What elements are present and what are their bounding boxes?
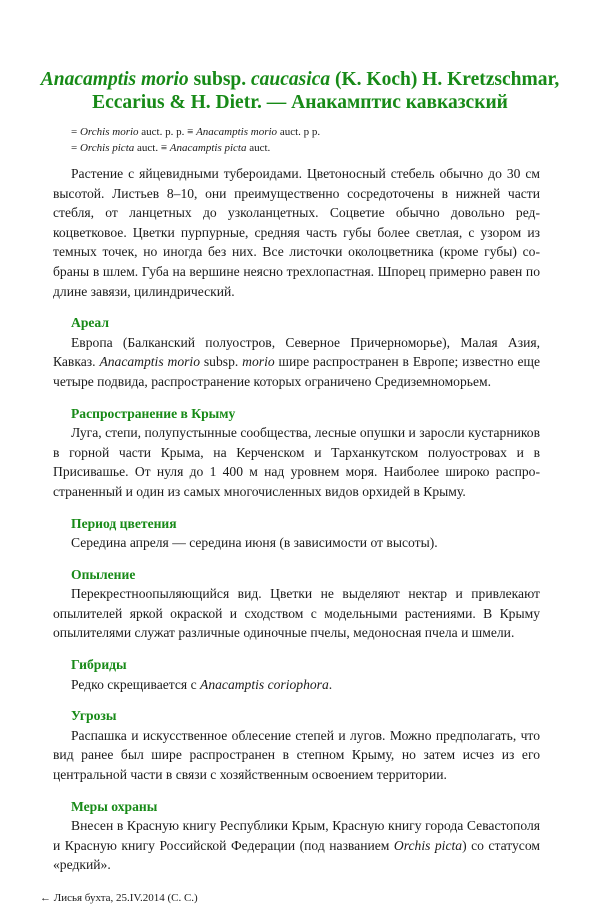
- section-heading: Гибриды: [71, 657, 127, 673]
- text-run: =: [71, 126, 80, 138]
- text-run: auct.: [246, 142, 271, 154]
- latin-name: Orchis picta: [393, 837, 463, 853]
- text-run: Внесен в Красную книгу Республики Крым, Красную книгу города Севастополя и Красную книгу Российской Федерации (под названием: [53, 818, 540, 853]
- latin-name: Orchis morio: [79, 126, 139, 138]
- synonyms: [71, 124, 600, 156]
- document-body: [53, 164, 540, 875]
- latin-name: Anacamptis morio: [40, 69, 189, 90]
- latin-name: morio: [242, 354, 275, 370]
- section-heading: Опыление: [71, 566, 136, 582]
- text-run: Европа (Балканский полуостров, Северное Причерноморье), Малая Азия, Кавказ.: [53, 334, 540, 370]
- section-text: [53, 423, 540, 501]
- section-text: [53, 584, 540, 643]
- text-run: шире распространен в Европе; известно еще четыре подвида, распространение которых ограничено Средиземноморьем.: [53, 354, 540, 389]
- text-run: auct. ≡: [134, 142, 170, 154]
- text-run: =: [71, 142, 80, 154]
- text-run: auct. p p.: [277, 126, 321, 138]
- section-heading: Ареал: [71, 315, 109, 331]
- text-run: subsp.: [188, 69, 252, 90]
- text-run: (K. Koch) H. Kretzschmar,: [330, 69, 560, 90]
- photo-caption: ← Лисья бухта, 25.IV.2014 (С. С.): [40, 892, 198, 904]
- synonym-line: [71, 140, 600, 156]
- text-run: auct. p. p. ≡: [138, 126, 197, 138]
- latin-name: Anacamptis morio: [99, 354, 200, 370]
- section-text: [53, 164, 540, 301]
- section-heading: Меры охраны: [71, 798, 158, 814]
- text-run: Растение с яйцевидными туберoидами. Цветоносный стебель обычно до 30 см высотой. Листьев 8–10, они преимущественно сосредоточены в нижней части стебля, от ланцетных до узколанцетных. Соцветие обычно довольно редкоцветковое. Цветки пурпурные, средняя часть губы более светлая, с узором из темных точек, но иногда без них. Все листочки околоцветника (кроме губы) собраны в шлем. Губа на вершине неясно трехлопастная. Шпорец примерно равен по длине завязи, цилиндрический.: [53, 166, 540, 299]
- text-run: ) со статусом «редкий».: [53, 837, 540, 873]
- text-run: Eccarius & H. Dietr. — Анакамптис кавказский: [92, 92, 508, 113]
- text-run: Редко скрещивается с: [71, 676, 201, 692]
- section-text: [53, 726, 540, 785]
- text-run: Луга, степи, полупустынные сообщества, лесные опушки и заросли кустарников в горной части Крыма, на Керченском и Тарханкутском полуостровах и в Присивашье. От нуля до 1 400 м над уровнем моря. Наиболее широко распространенный и один из самых многочисленных видов орхидей в Крыму.: [53, 425, 540, 499]
- latin-name: Orchis picta: [79, 142, 135, 154]
- text-run: Распашка и искусственное облесение степей и лугов. Можно предполагать, что вид ранее был шире распространен в степном Крыму, но затем исчез из его центральной части в связи с хозяйственным освоением территории.: [53, 727, 540, 783]
- section-text: [53, 816, 540, 875]
- text-run: subsp.: [200, 354, 243, 370]
- latin-name: Anacamptis picta: [169, 142, 247, 154]
- section-text: [53, 533, 540, 553]
- latin-name: Anacamptis coriophora: [200, 676, 329, 692]
- section-heading: Период цветения: [71, 515, 177, 531]
- text-run: Середина апреля — середина июня (в зависимости от высоты).: [71, 535, 438, 551]
- latin-name: Anacamptis morio: [196, 126, 278, 138]
- title-line: [30, 68, 570, 91]
- synonym-line: [71, 124, 600, 140]
- text-run: Перекрестноопыляющийся вид. Цветки не выделяют нектар и привлекают опылителей яркой окраской и сходством с модельными растениями. В Крыму опылителями служат различные одиночные пчелы, медоносная пчела и шмели.: [53, 586, 540, 641]
- section-heading: Распространение в Крыму: [71, 405, 236, 421]
- section-text: [53, 333, 540, 392]
- section-heading: Угрозы: [71, 708, 117, 724]
- section-text: [53, 675, 540, 695]
- title-line: [30, 91, 570, 114]
- species-title: [30, 68, 570, 114]
- latin-name: caucasica: [251, 69, 331, 90]
- text-run: .: [328, 676, 333, 692]
